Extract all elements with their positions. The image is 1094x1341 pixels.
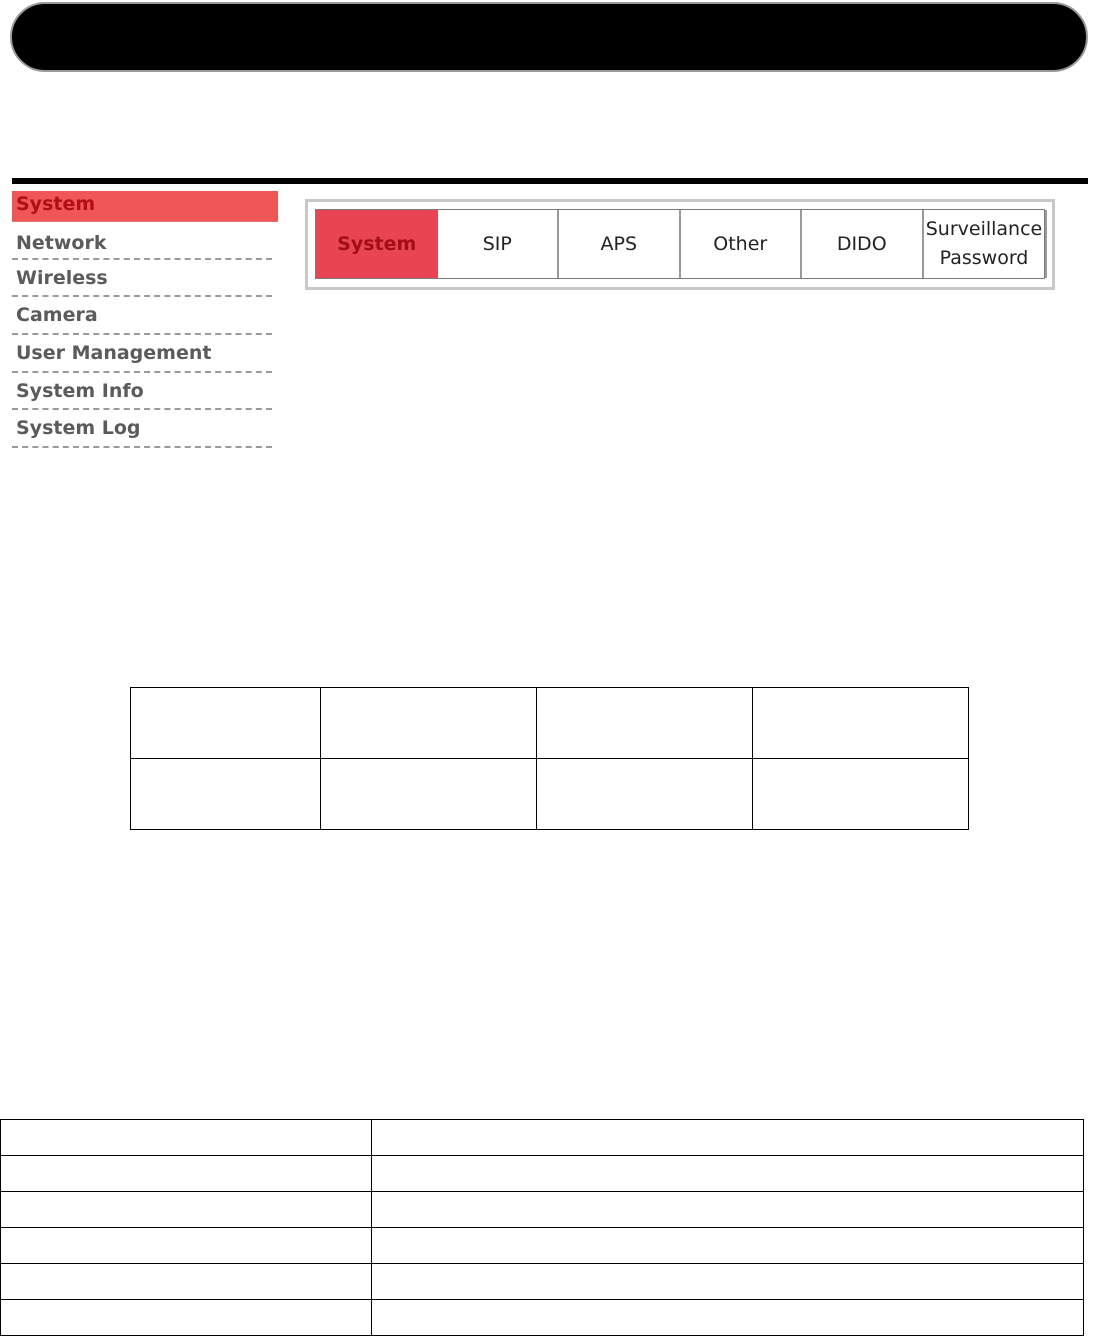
tab-other[interactable] [681, 210, 803, 278]
table-row [1, 1120, 1084, 1156]
section-divider [12, 178, 1088, 184]
table-row [131, 688, 969, 759]
tab-system[interactable] [316, 210, 438, 278]
table-row [1, 1156, 1084, 1192]
table-cell [1, 1300, 372, 1336]
table-row [1, 1228, 1084, 1264]
table-row [131, 759, 969, 830]
table-cell [372, 1120, 1084, 1156]
table-cell [372, 1156, 1084, 1192]
table-cell [753, 759, 969, 830]
tab-label: System [337, 232, 417, 255]
sidebar-item-label: Network [16, 232, 107, 255]
table-cell [131, 759, 321, 830]
tab-bar [305, 199, 1055, 290]
table-cell [131, 688, 321, 759]
table-cell [537, 688, 753, 759]
table-cell [372, 1192, 1084, 1228]
tab-label: SIP [482, 232, 512, 255]
table-cell [372, 1300, 1084, 1336]
table-cell [1, 1120, 372, 1156]
sidebar-item-label: Wireless [16, 266, 108, 289]
sidebar-item-label: System Log [16, 417, 141, 440]
table-cell [321, 759, 537, 830]
sidebar-item-label: System Info [16, 379, 144, 402]
table-cell [753, 688, 969, 759]
table-row [1, 1192, 1084, 1228]
table-cell [1, 1228, 372, 1264]
sidebar-item-system-info[interactable] [12, 373, 272, 411]
tab-label: APS [600, 232, 637, 255]
tab-dido[interactable] [802, 210, 924, 278]
sidebar-item-camera[interactable] [12, 297, 272, 335]
sidebar-item-label: Camera [16, 304, 98, 327]
table-cell [1, 1264, 372, 1300]
tab-aps[interactable] [559, 210, 681, 278]
sidebar-item-system[interactable] [12, 191, 278, 222]
sidebar-item-label: System [16, 193, 96, 215]
header-banner [10, 2, 1088, 72]
table-cell [1, 1156, 372, 1192]
sidebar-item-network[interactable] [12, 229, 272, 260]
empty-grid-table [130, 687, 969, 830]
tab-label: DIDO [836, 232, 887, 255]
tab-label: Surveillance Password [925, 218, 1043, 269]
sidebar-menu [12, 191, 278, 448]
table-cell [321, 688, 537, 759]
table-cell [372, 1228, 1084, 1264]
table-row [1, 1300, 1084, 1336]
tab-strip [315, 209, 1045, 279]
table-cell [1, 1192, 372, 1228]
empty-list-table [0, 1119, 1084, 1336]
sidebar-item-user-management[interactable] [12, 335, 272, 373]
table-cell [537, 759, 753, 830]
tab-label: Other [713, 232, 768, 255]
tab-sip[interactable] [438, 210, 560, 278]
table-row [1, 1264, 1084, 1300]
tab-surveillance-password[interactable] [924, 210, 1047, 278]
sidebar-item-system-log[interactable] [12, 410, 272, 448]
sidebar-item-label: User Management [16, 341, 212, 364]
table-cell [372, 1264, 1084, 1300]
sidebar-item-wireless[interactable] [12, 260, 272, 298]
